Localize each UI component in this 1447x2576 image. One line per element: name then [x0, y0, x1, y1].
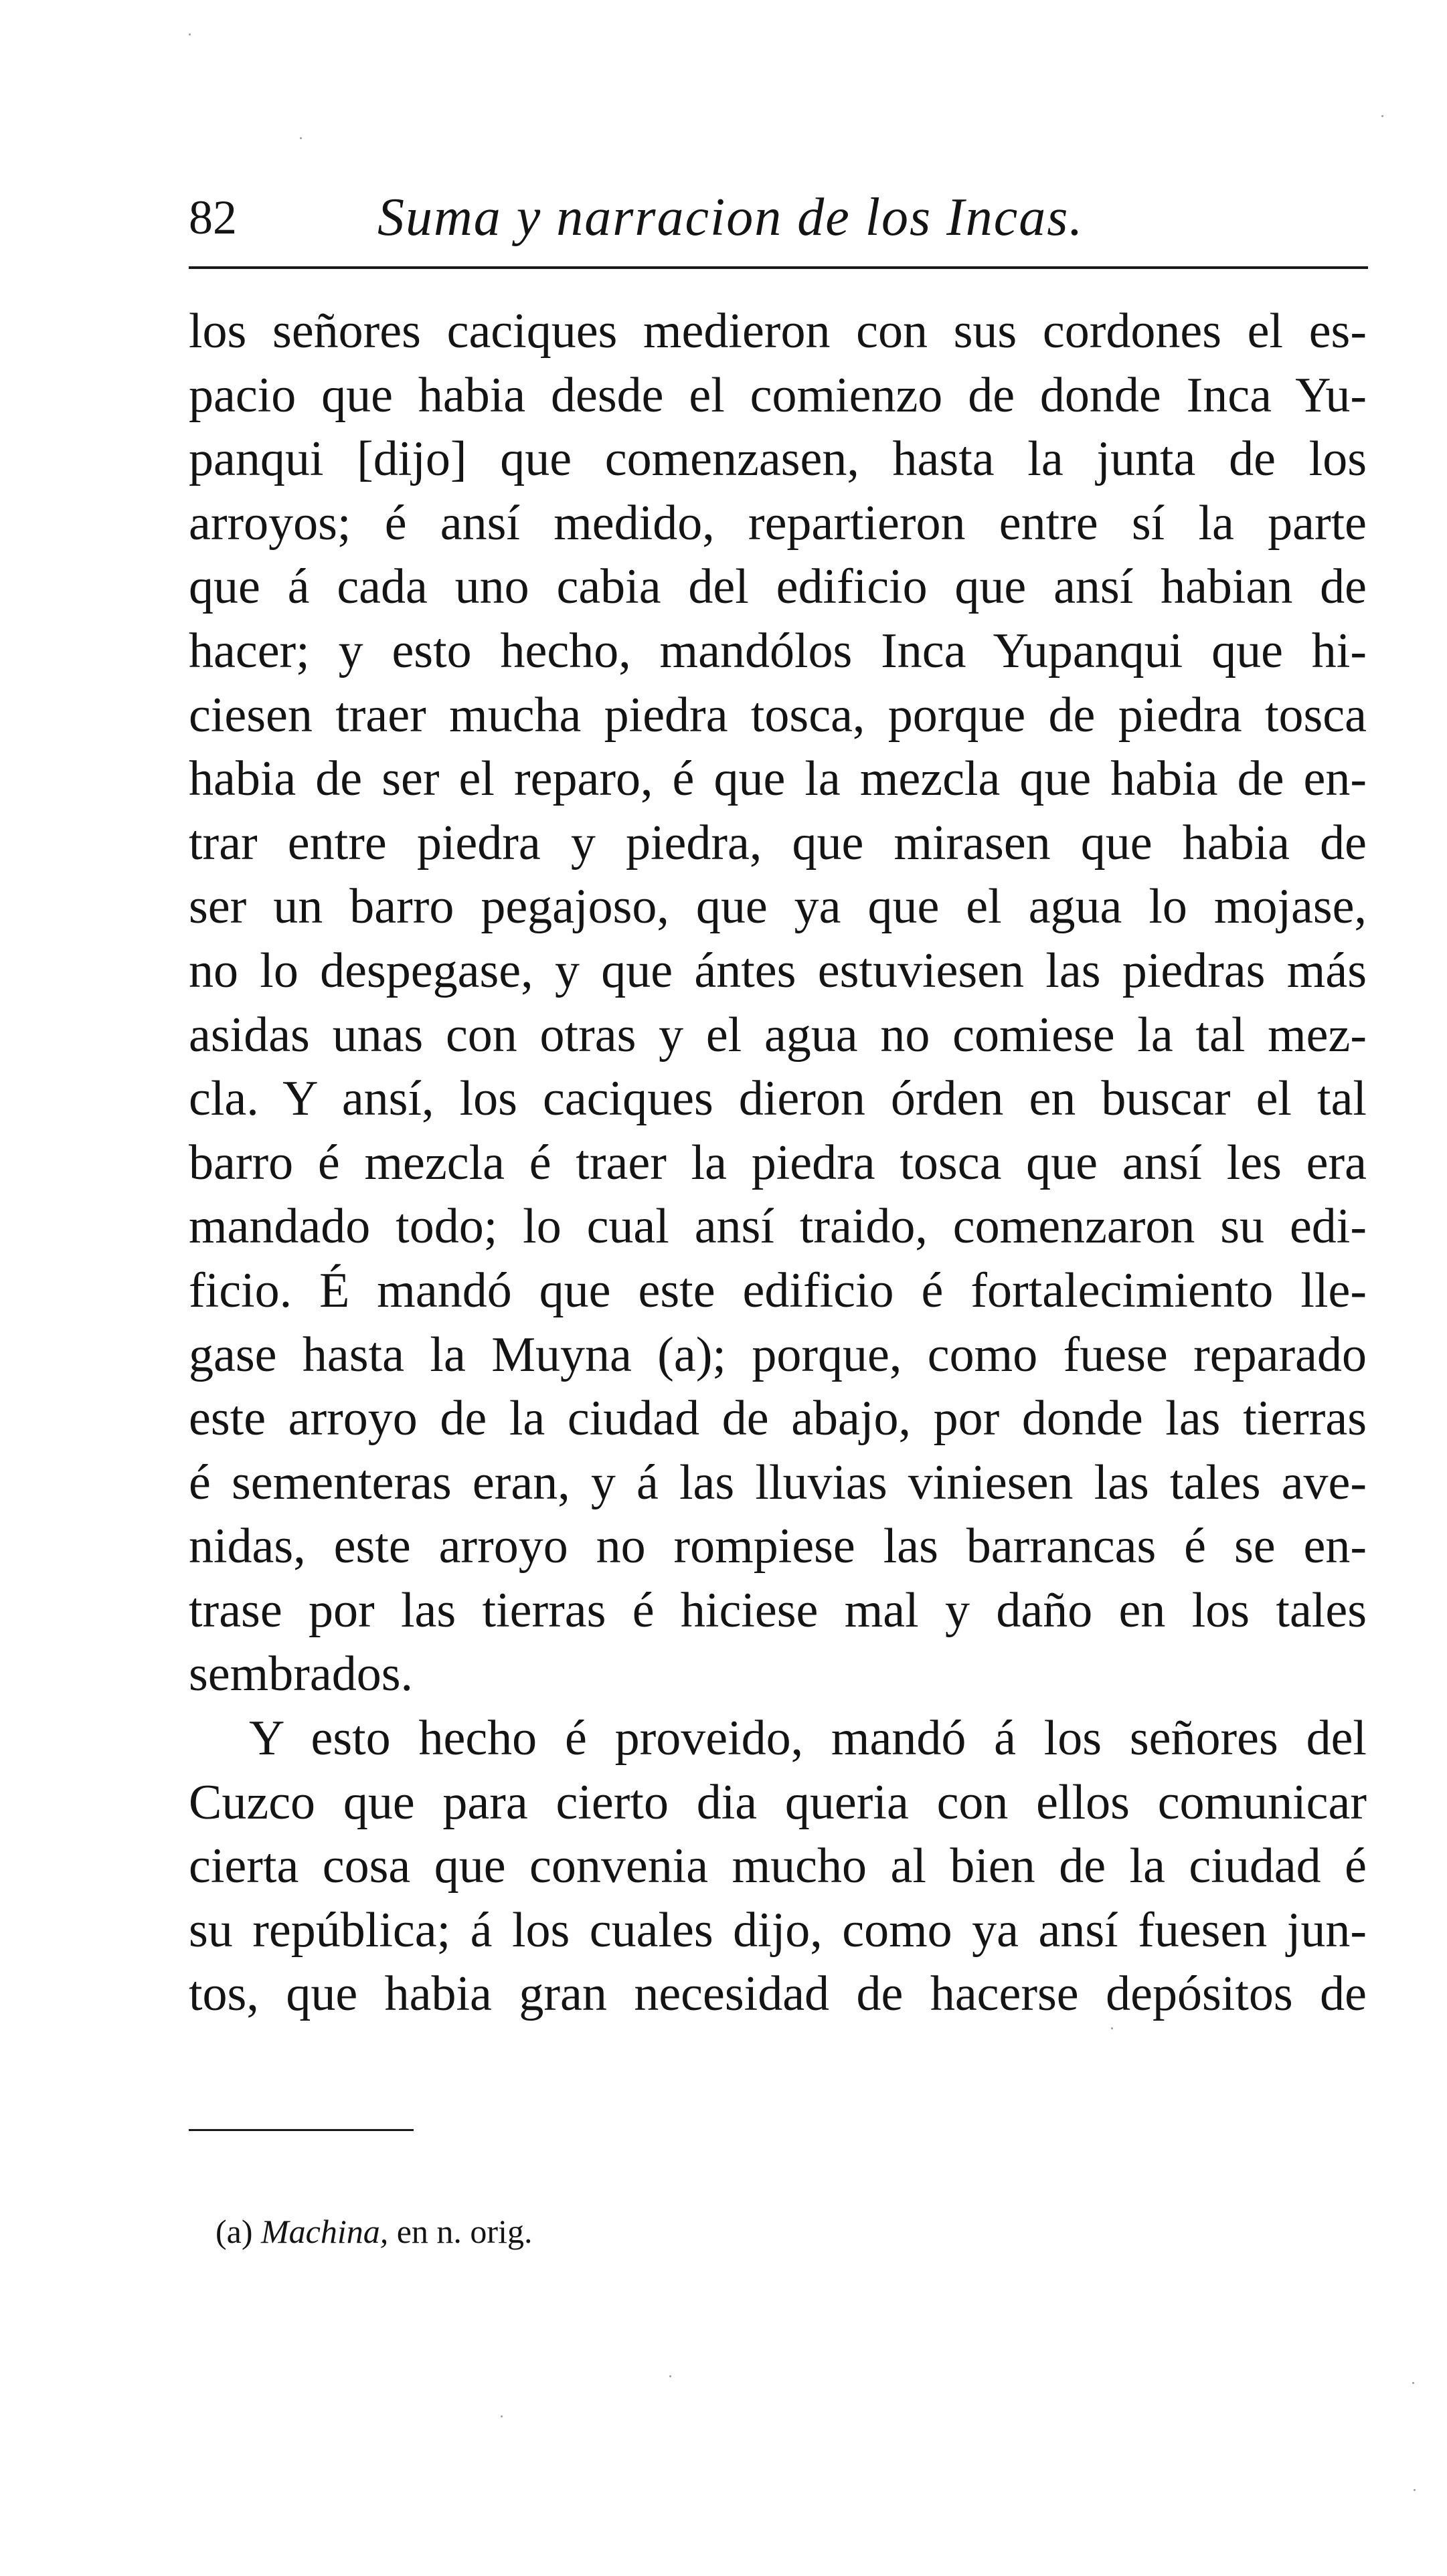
text-line: barro é mezcla é traer la piedra tosca que ansí les era	[189, 1135, 1367, 1190]
text-line: su república; á los cuales dijo, como ya ansí fuesen jun-	[189, 1902, 1367, 1958]
text-line: gase hasta la Muyna (a); porque, como fuese reparado	[189, 1327, 1367, 1382]
paper-speck	[669, 2375, 671, 2377]
page-number: 82	[189, 191, 237, 244]
text-line: trase por las tierras é hiciese mal y daño en los tales	[189, 1582, 1367, 1638]
text-line: este arroyo de la ciudad de abajo, por donde las tierras	[189, 1391, 1367, 1447]
footnote-text: en n. orig.	[396, 2213, 533, 2250]
paper-speck	[501, 2415, 503, 2417]
text-line: asidas unas con otras y el agua no comiese la tal mez-	[189, 1007, 1367, 1063]
text-line: pacio que habia desde el comienzo de donde Inca Yu-	[189, 367, 1367, 423]
text-line: mandado todo; lo cual ansí traido, comenzaron su edi-	[189, 1199, 1367, 1255]
paper-speck	[1412, 2382, 1414, 2384]
running-title: Suma y narracion de los Incas.	[377, 188, 1084, 247]
text-line: Cuzco que para cierto dia queria con ellos comunicar	[189, 1774, 1367, 1830]
paragraph-start-line: Y esto hecho é proveido, mandó á los señores del	[249, 1711, 1367, 1766]
text-line: ficio. É mandó que este edificio é fortalecimiento lle-	[189, 1263, 1367, 1318]
paragraph-end-line: sembrados.	[189, 1647, 413, 1702]
text-line: hacer; y esto hecho, mandólos Inca Yupanqui que hi-	[189, 623, 1367, 678]
paper-speck	[1111, 2027, 1113, 2029]
text-line: é sementeras eran, y á las lluvias viniesen las tales ave-	[189, 1455, 1367, 1510]
text-line: tos, que habia gran necesidad de hacerse depósitos de	[189, 1966, 1367, 2022]
footnote-rule	[189, 2129, 414, 2131]
text-line: panqui [dijo] que comenzasen, hasta la junta de los	[189, 432, 1367, 487]
text-line: nidas, este arroyo no rompiese las barrancas é se en-	[189, 1519, 1367, 1574]
paper-speck	[189, 33, 191, 35]
paper-speck	[300, 137, 302, 139]
text-line: cierta cosa que convenia mucho al bien de la ciudad é	[189, 1839, 1367, 1894]
text-line: arroyos; é ansí medido, repartieron entre sí la parte	[189, 495, 1367, 551]
running-head	[189, 181, 1367, 254]
paper-speck	[1414, 2489, 1416, 2491]
footnote-work-title: Machina,	[261, 2213, 389, 2250]
text-line: los señores caciques medieron con sus cordones el es-	[189, 304, 1367, 359]
text-line: ser un barro pegajoso, que ya que el agua lo mojase,	[189, 879, 1367, 935]
text-line: trar entre piedra y piedra, que mirasen que habia de	[189, 815, 1367, 870]
footnote	[216, 2208, 532, 2255]
paper-speck	[1381, 115, 1383, 117]
text-line: habia de ser el reparo, é que la mezcla que habia de en-	[189, 751, 1367, 807]
body-text	[189, 300, 1367, 2027]
text-line: ciesen traer mucha piedra tosca, porque de piedra tosca	[189, 687, 1367, 743]
text-line: no lo despegase, y que ántes estuviesen las piedras más	[189, 943, 1367, 998]
footnote-marker: (a)	[216, 2213, 253, 2250]
text-line: que á cada uno cabia del edificio que ansí habian de	[189, 559, 1367, 615]
header-rule	[189, 266, 1368, 269]
text-line: cla. Y ansí, los caciques dieron órden en buscar el tal	[189, 1071, 1367, 1127]
